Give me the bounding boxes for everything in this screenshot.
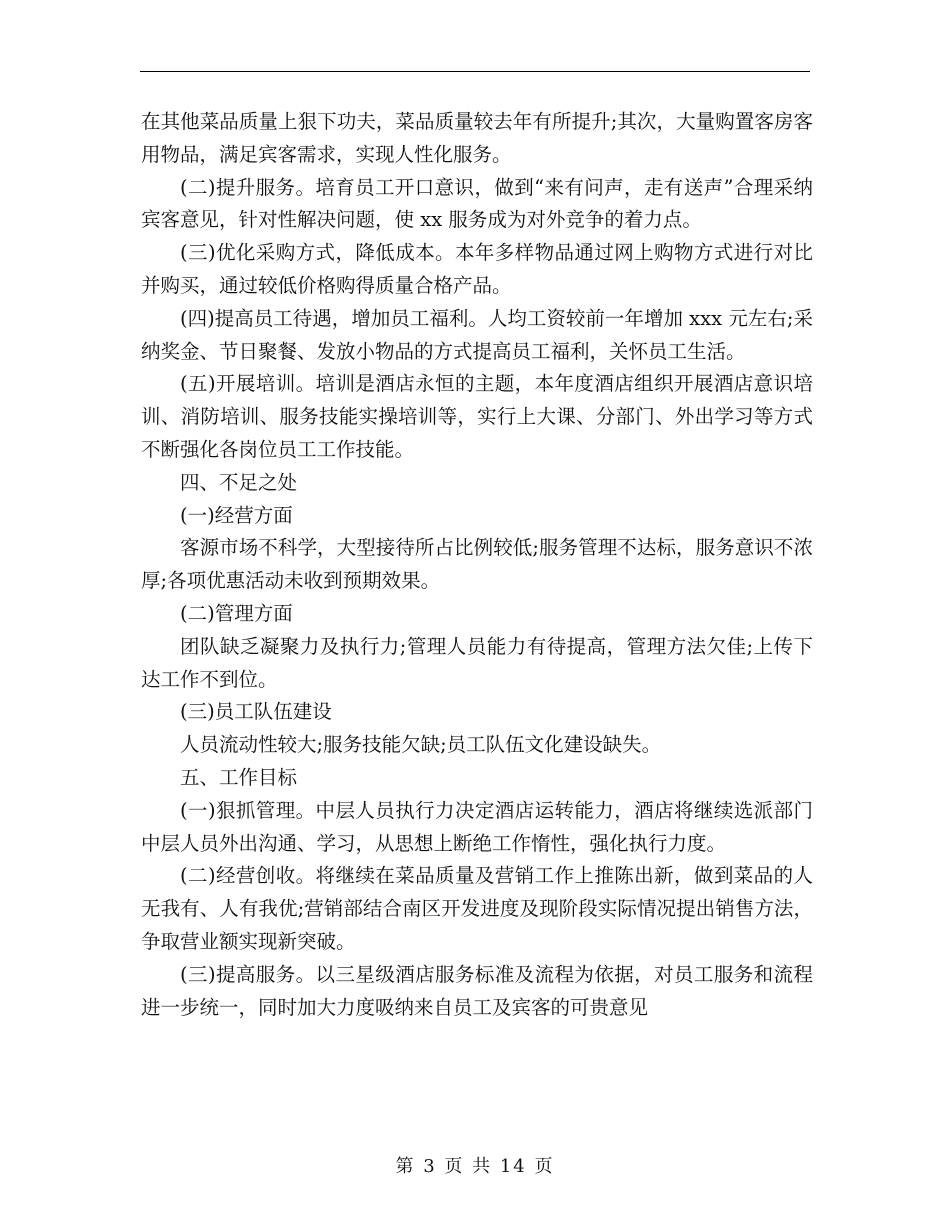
paragraph: (二)提升服务。培育员工开口意识，做到“来有问声，走有送声”合理采纳宾客意见，针对性解决问题，使 xx 服务成为对外竞争的着力点。 [141, 175, 813, 232]
paragraph: 五、工作目标 [180, 765, 298, 789]
paragraph: 四、不足之处 [180, 470, 298, 494]
paragraph: (四)提高员工待遇，增加员工福利。人均工资较前一年增加 xxx 元左右;采纳奖金、节日聚餐、发放小物品的方式提高员工福利，关怀员工生活。 [141, 306, 813, 363]
header-rule [140, 71, 810, 72]
document-body [141, 106, 813, 1024]
paragraph: (一)经营方面 [180, 503, 293, 527]
paragraph: 在其他菜品质量上狠下功夫，菜品质量较去年有所提升;其次，大量购置客房客用物品，满足宾客需求，实现人性化服务。 [141, 110, 813, 166]
paragraph: (三)员工队伍建设 [180, 700, 332, 724]
paragraph: 客源市场不科学，大型接待所占比例较低;服务管理不达标，服务意识不浓厚;各项优惠活动未收到预期效果。 [141, 536, 813, 593]
paragraph: (五)开展培训。培训是酒店永恒的主题，本年度酒店组织开展酒店意识培训、消防培训、服务技能实操培训等，实行上大课、分部门、外出学习等方式不断强化各岗位员工工作技能。 [141, 372, 813, 461]
paragraph: (三)优化采购方式，降低成本。本年多样物品通过网上购物方式进行对比并购买，通过较低价格购得质量合格产品。 [141, 241, 813, 297]
page-footer: 第 3 页 共 14 页 [395, 1156, 555, 1177]
paragraph: 人员流动性较大;服务技能欠缺;员工队伍文化建设缺失。 [180, 733, 662, 757]
paragraph: (二)经营创收。将继续在菜品质量及营销工作上推陈出新，做到菜品的人无我有、人有我优;营销部结合南区开发进度及现阶段实际情况提出销售方法，争取营业额实现新突破。 [141, 864, 813, 953]
paragraph: (一)狠抓管理。中层人员执行力决定酒店运转能力，酒店将继续选派部门中层人员外出沟通、学习，从思想上断绝工作惰性，强化执行力度。 [141, 798, 813, 855]
paragraph: (二)管理方面 [180, 601, 293, 625]
paragraph: (三)提高服务。以三星级酒店服务标准及流程为依据，对员工服务和流程进一步统一，同时加大力度吸纳来自员工及宾客的可贵意见 [141, 962, 813, 1019]
paragraph: 团队缺乏凝聚力及执行力;管理人员能力有待提高，管理方法欠佳;上传下达工作不到位。 [141, 634, 813, 691]
